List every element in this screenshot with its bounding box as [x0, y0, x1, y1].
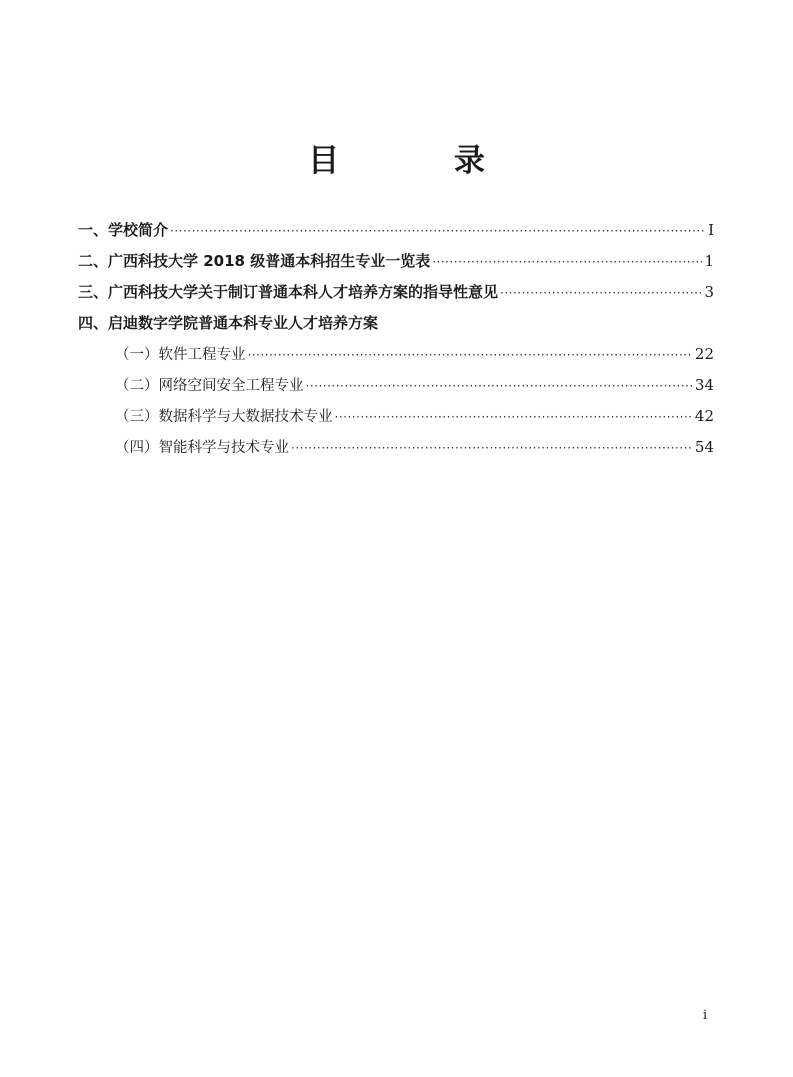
toc-dot-leader — [291, 437, 693, 459]
toc-entry-page: 1 — [704, 252, 714, 270]
toc-entry-label: 一、学校简介 — [78, 221, 169, 239]
page-title: 目 录 — [308, 143, 537, 179]
toc-entry-school-intro[interactable] — [78, 219, 714, 250]
toc-entry-software-engineering[interactable] — [78, 343, 714, 374]
toc-entry-guidance[interactable] — [78, 281, 714, 312]
toc-entry-page: I — [708, 221, 714, 239]
toc-entry-label: 三、广西科技大学关于制订普通本科人才培养方案的指导性意见 — [78, 283, 499, 301]
toc-entry-label: 四、启迪数字学院普通本科专业人才培养方案 — [78, 314, 379, 332]
toc-entry-label: （一）软件工程专业 — [115, 347, 246, 363]
toc-entry-data-science[interactable] — [78, 405, 714, 436]
toc-dot-leader — [335, 406, 693, 428]
toc-entry-page: 34 — [694, 376, 714, 394]
toc-dot-leader — [500, 282, 702, 304]
toc-entry-label: 二、广西科技大学 2018 级普通本科招生专业一览表 — [78, 252, 431, 270]
toc-entry-page: 42 — [694, 407, 714, 425]
toc-entry-page: 3 — [704, 283, 714, 301]
toc-entry-cyberspace-security[interactable] — [78, 374, 714, 405]
toc-entry-label: （二）网络空间安全工程专业 — [115, 378, 304, 394]
toc-dot-leader — [432, 251, 702, 273]
toc-dot-leader — [306, 375, 693, 397]
toc-entry-major-list[interactable] — [78, 250, 714, 281]
toc-dot-leader — [248, 344, 693, 366]
toc-entry-page: 54 — [694, 438, 714, 456]
toc-entry-label: （三）数据科学与大数据技术专业 — [115, 409, 333, 425]
table-of-contents — [78, 219, 714, 467]
toc-entry-page: 22 — [694, 345, 714, 363]
page-number: i — [703, 1008, 708, 1023]
toc-dot-leader — [170, 220, 706, 242]
toc-entry-tsinghua-digital-college[interactable] — [78, 312, 714, 343]
toc-entry-label: （四）智能科学与技术专业 — [115, 440, 289, 456]
toc-entry-intelligent-science[interactable] — [78, 436, 714, 467]
